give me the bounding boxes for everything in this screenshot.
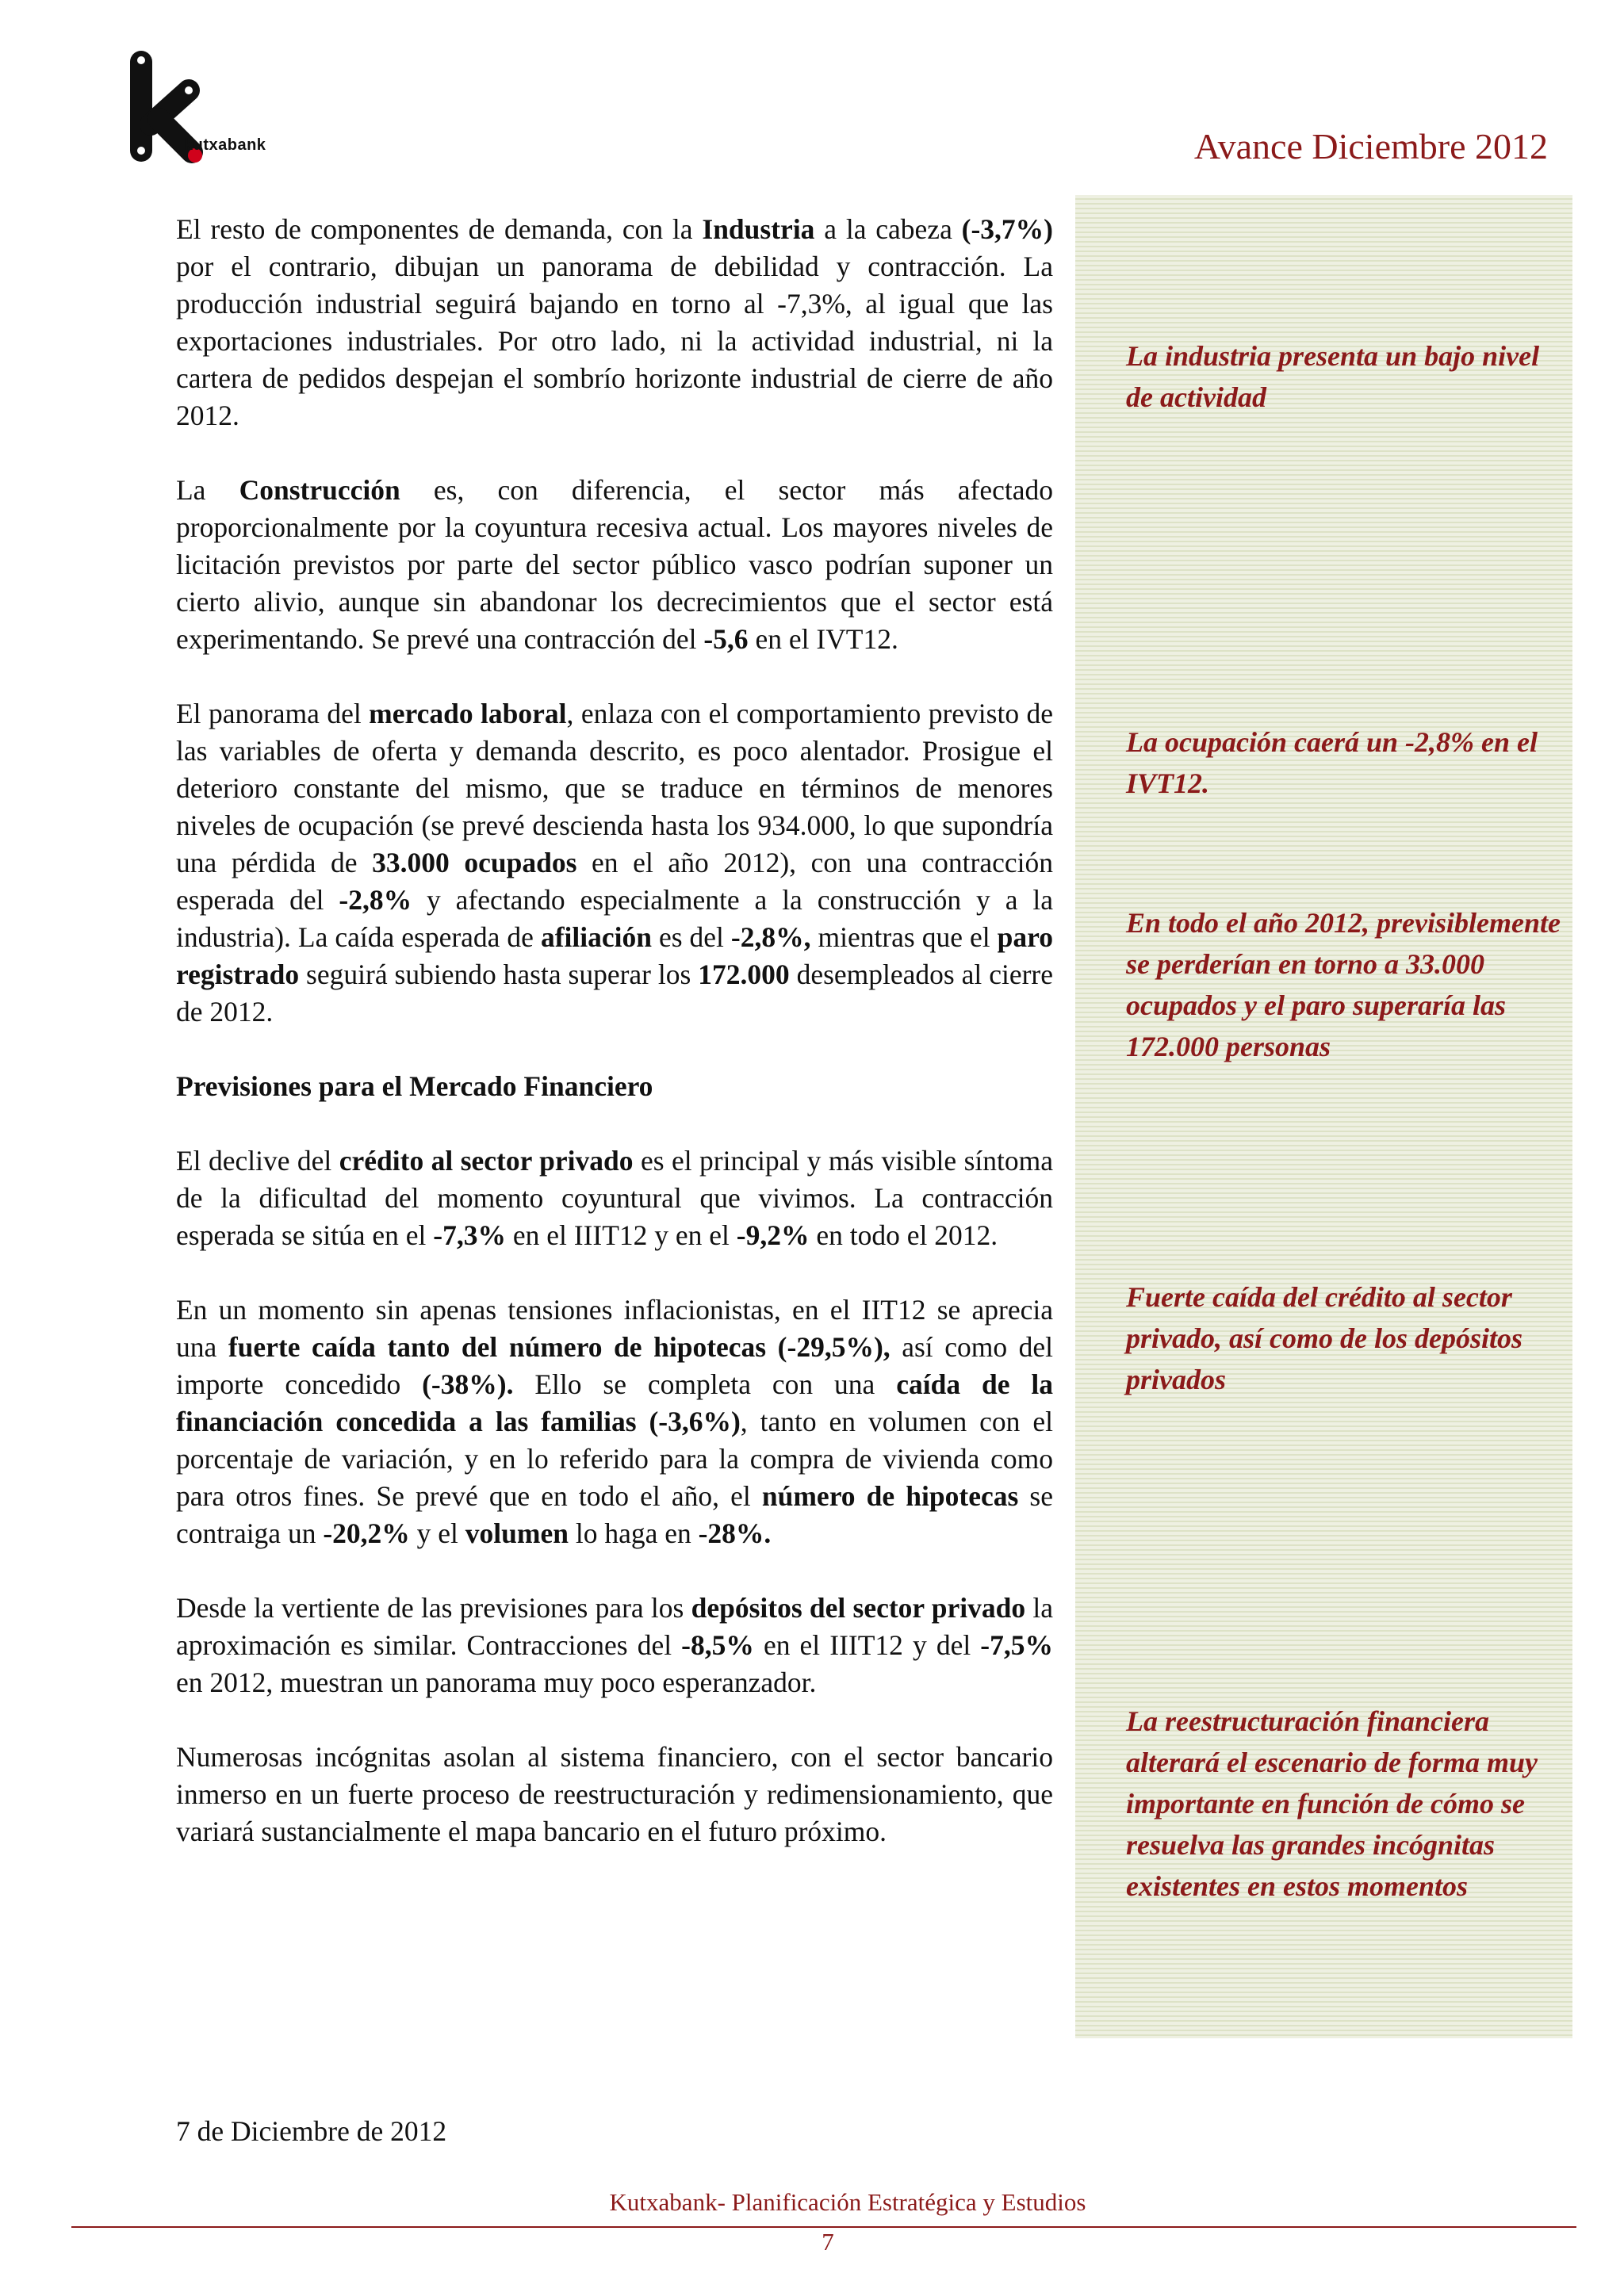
sidebar-note-paro: En todo el año 2012, previsiblemente se perderían en torno a 33.000 ocupados y el paro superaría las 172.000 personas	[1126, 907, 1561, 1062]
sidebar-note-industria: La industria presenta un bajo nivel de actividad	[1126, 340, 1540, 413]
paragraph-construccion: La Construcción es, con diferencia, el sector más afectado proporcionalmente por la coyuntura recesiva actual. Los mayores niveles de licitación previstos por parte del sector público vasco podrían suponer un cierto alivio, aunque sin abandonar los decrecimientos que el sector está experimentando. Se prevé una contracción del -5,6 en el IVT12.	[176, 474, 1053, 655]
paragraph-mercado-laboral: El panorama del mercado laboral, enlaza con el comportamiento previsto de las variables de oferta y demanda descrito, es poco alentador. Prosigue el deterioro constante del mismo, que se traduce en términos de menores niveles de ocupación (se prevé descienda hasta los 934.000, lo que supondría una pérdida de 33.000 ocupados en el año 2012), con una contracción esperada del -2,8% y afectando especialmente a la construcción y a la industria). La caída esperada de afiliación es del -2,8%, mientras que el paro registrado seguirá subiendo hasta superar los 172.000 desempleados al cierre de 2012.	[176, 698, 1053, 1027]
paragraph-hipotecas: En un momento sin apenas tensiones inflacionistas, en el IIT12 se aprecia una fuerte caída tanto del número de hipotecas (-29,5%), así como del importe concedido (-38%). Ello se completa con una caída de la financiación concedida a las familias (-3,6%), tanto en volumen con el porcentaje de variación, y en lo referido para la compra de vivienda como para otros fines. Se prevé que en todo el año, el número de hipotecas se contraiga un -20,2% y el volumen lo haga en -28%.	[176, 1294, 1054, 1549]
sidebar-note-credito: Fuerte caída del crédito al sector privado, así como de los depósitos privados	[1126, 1281, 1522, 1395]
sidebar-note-reestructuracion: La reestructuración financiera alterará el escenario de forma muy importante en función de cómo se resuelva las grandes incógnitas existentes en estos momentos	[1126, 1705, 1538, 1902]
paragraph-depositos: Desde la vertiente de las previsiones para los depósitos del sector privado la aproximación es similar. Contracciones del -8,5% en el IIIT12 y del -7,5% en 2012, muestran un panorama muy poco esperanzador.	[176, 1592, 1054, 1698]
document-title: Avance Diciembre 2012	[1193, 126, 1548, 166]
page-number: 7	[822, 2228, 834, 2256]
section-heading: Previsiones para el Mercado Financiero	[176, 1070, 653, 1102]
document-date: 7 de Diciembre de 2012	[176, 2115, 447, 2147]
paragraph-sistema-financiero: Numerosas incógnitas asolan al sistema financiero, con el sector bancario inmerso en un fuerte proceso de reestructuración y redimensionamiento, que variará sustancialmente el mapa bancario en el futuro próximo.	[176, 1741, 1053, 1847]
brand-name: kutxabank	[184, 136, 266, 154]
paragraph-credito: El declive del crédito al sector privado es el principal y más visible síntoma de la dificultad del momento coyuntural que vivimos. La contracción esperada se sitúa en el -7,3% en el IIIT12 y en el -9,2% en todo el 2012.	[176, 1145, 1053, 1251]
main-text	[176, 211, 1053, 1888]
footer-text: Kutxabank- Planificación Estratégica y Estudios	[609, 2188, 1086, 2216]
sidebar-note-ocupacion: La ocupación caerá un -2,8% en el IVT12.	[1126, 726, 1538, 799]
paragraph-industria: El resto de componentes de demanda, con la Industria a la cabeza (-3,7%) por el contrario, dibujan un panorama de debilidad y contracción. La producción industrial seguirá bajando en torno al -7,3%, al igual que las exportaciones industriales. Por otro lado, ni la actividad industrial, ni la cartera de pedidos despejan el sombrío horizonte industrial de cierre de año 2012.	[176, 213, 1053, 431]
